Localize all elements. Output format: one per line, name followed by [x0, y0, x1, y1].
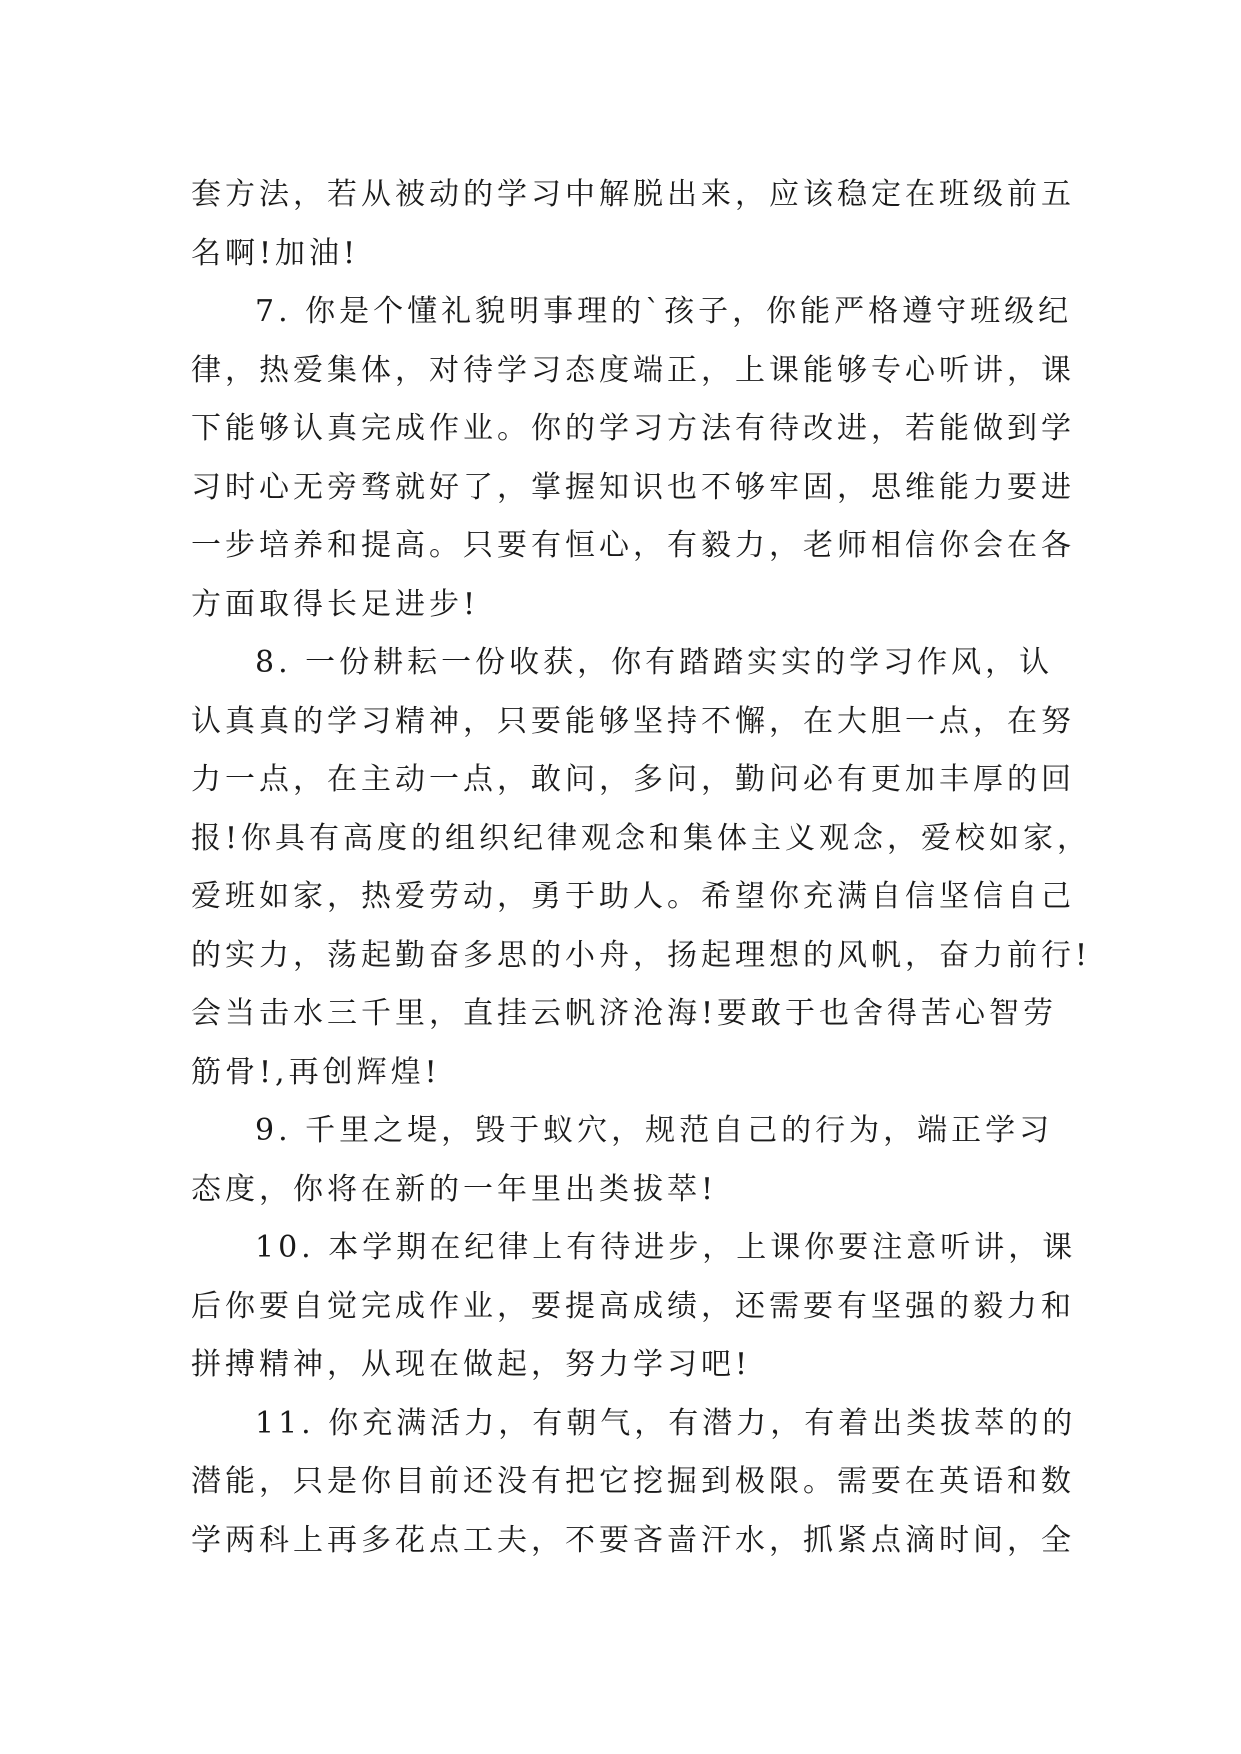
document-body: [191, 166, 1092, 1570]
text-line: 力一点，在主动一点，敢问，多问，勤问必有更加丰厚的回: [191, 762, 1075, 797]
text-line: 拼搏精神，从现在做起，努力学习吧!: [191, 1347, 752, 1382]
text-line: 爱班如家，热爱劳动，勇于助人。希望你充满自信坚信自己: [191, 879, 1075, 914]
text-line: 报!你具有高度的组织纪律观念和集体主义观念，爱校如家，: [191, 820, 1092, 856]
text-line: 9. 千里之堤，毁于蚁穴，规范自己的行为，端正学习: [255, 1113, 1054, 1148]
text-line: 后你要自觉完成作业，要提高成绩，还需要有坚强的毅力和: [191, 1288, 1075, 1324]
text-line: 态度，你将在新的一年里出类拔萃!: [191, 1171, 718, 1207]
text-line: 律，热爱集体，对待学习态度端正，上课能够专心听讲，课: [191, 352, 1075, 388]
paragraph-p10: [191, 1219, 1077, 1395]
text-line: 的实力，荡起勤奋多思的小舟，扬起理想的风帆，奋力前行!: [191, 937, 1092, 973]
text-line: 10. 本学期在纪律上有待进步，上课你要注意听讲，课: [255, 1230, 1077, 1265]
paragraph-p11: [191, 1395, 1077, 1571]
text-line: 套方法，若从被动的学习中解脱出来，应该稳定在班级前五: [191, 177, 1075, 212]
text-line: 7. 你是个懂礼貌明事理的`孩子，你能严格遵守班级纪: [255, 294, 1073, 329]
text-line: 会当击水三千里，直挂云帆济沧海!要敢于也舍得苦心智劳: [191, 996, 1058, 1031]
text-line: 筋骨!,再创辉煌!: [191, 1054, 441, 1090]
text-line: 一步培养和提高。只要有恒心，有毅力，老师相信你会在各: [191, 528, 1075, 563]
paragraph-p7: [191, 283, 1075, 634]
paragraph-p9: [191, 1102, 1054, 1219]
paragraph-p6-tail: [191, 166, 1075, 283]
text-line: 认真真的学习精神，只要能够坚持不懈，在大胆一点，在努: [191, 703, 1075, 739]
text-line: 学两科上再多花点工夫，不要吝啬汗水，抓紧点滴时间，全: [191, 1522, 1075, 1558]
text-line: 下能够认真完成作业。你的学习方法有待改进，若能做到学: [191, 411, 1075, 446]
text-line: 潜能，只是你目前还没有把它挖掘到极限。需要在英语和数: [191, 1464, 1075, 1499]
paragraph-p8: [191, 634, 1092, 1102]
text-line: 名啊!加油!: [191, 235, 360, 271]
text-line: 习时心无旁骛就好了，掌握知识也不够牢固，思维能力要进: [191, 469, 1075, 505]
text-line: 8. 一份耕耘一份收获，你有踏踏实实的学习作风，认: [255, 645, 1054, 680]
text-line: 方面取得长足进步!: [191, 586, 480, 622]
text-line: 11. 你充满活力，有朝气，有潜力，有着出类拔萃的的: [255, 1405, 1077, 1441]
